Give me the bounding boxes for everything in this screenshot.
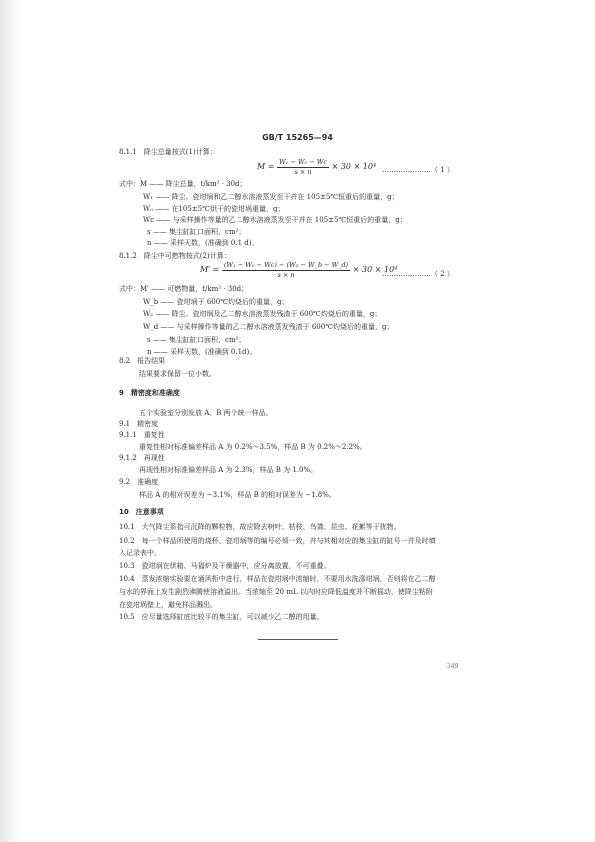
section-8-2-title: 8.2 报告结果 (119, 357, 166, 365)
where2-line-4: s —— 集尘缸缸口面积，cm²； (147, 336, 246, 344)
section-8-1-1-title: 8.1.1 降尘总量按式(1)计算： (119, 148, 217, 156)
formula-1 (257, 159, 376, 175)
equation-number-1: …………………（ 1 ） (382, 166, 454, 174)
standard-header: GB/T 15265—94 (262, 133, 333, 142)
section-10-line-6: 在瓷坩埚壁上，避免样品溅出。 (119, 601, 217, 609)
where2-line-1: W_b —— 瓷坩埚于 600℃灼烧后的重量，g； (143, 298, 289, 306)
section-10-line-1: 10.2 每一个样品所使用的烧杯、瓷坩埚等的编号必须一致，并与其相对应的集尘缸的缸号一并及时填 (119, 537, 436, 545)
section-10-line-2: 入记录表中。 (119, 549, 161, 557)
section-9-1-2-text: 再现性相对标准偏差样品 A 为 2.3%，样品 B 为 1.0%。 (139, 466, 318, 474)
where1-line-5: n —— 采样天数，(准确到 0.1 d)。 (147, 239, 259, 247)
formula-2-fraction (222, 262, 350, 278)
section-9-intro: 五个实验室分别发放 A、B 两个统一样品。 (139, 409, 273, 417)
where1-line-0: 式中：M —— 降尘总量，t/km² · 30d； (119, 180, 247, 188)
where2-line-3: W_d —— 与采样操作等量的乙二醇水溶液蒸发残渣于 600℃灼烧后的重量，g； (143, 323, 394, 331)
where2-line-5: n —— 采样天数，(准确到 0.1d)。 (147, 348, 257, 356)
formula-2-lhs: M′ = (200, 265, 220, 274)
section-9-title: 9 精密度和准确度 (119, 389, 180, 397)
section-9-1-1-text: 重复性相对标准偏差样品 A 为 0.2%～3.5%，样品 B 为 0.2%～2.2%。 (139, 443, 367, 451)
formula-2-numerator: (W₁ − W₀ − Wc) − (W₂ − W_b − W_d) (223, 261, 349, 269)
where1-line-3: Wc —— 与采样操作等量的乙二醇水溶液蒸发至干并在 105±5℃恒重后的重量，g； (143, 216, 407, 224)
formula-1-fraction (277, 159, 329, 175)
section-10-line-5: 与水的界面上发生剧烈沸腾使溶液溢出。当浓缩至 20 mL 以内时应降低温度并不断摇动，使降尘粘附 (119, 588, 433, 596)
formula-2-multiplier: × 30 × 10⁴ (352, 265, 398, 274)
where1-line-4: s —— 集尘缸缸口面积，cm²； (147, 228, 246, 236)
formula-1-multiplier: × 30 × 10⁴ (331, 162, 377, 171)
where2-line-0: 式中：M′ —— 可燃物量，t/km² · 30d； (119, 285, 249, 293)
section-9-1-1-title: 9.1.1 重复性 (119, 431, 165, 439)
section-9-1-2-title: 9.1.2 再现性 (119, 454, 165, 462)
scan-edge-shadow (0, 0, 22, 842)
where1-line-1: W₁ —— 降尘、瓷坩埚和乙二醇水溶液蒸发至干并在 105±5℃恒重后的重量，g； (143, 193, 399, 201)
section-10-title: 10 注意事项 (119, 508, 164, 516)
end-rule (258, 639, 338, 640)
section-9-2-title: 9.2 准确度 (119, 478, 159, 486)
section-10-line-0: 10.1 大气降尘系指可沉降的颗粒物，故应除去树叶、枯枝、鸟粪、昆虫、花絮等干扰物。 (119, 523, 401, 531)
section-9-2-text: 样品 A 的相对误差为 −3.1%，样品 B 的相对误差为 −1.8%。 (139, 491, 336, 499)
where2-line-2: W₂ —— 降尘、瓷坩埚及乙二醇水溶液蒸发残渣于 600℃灼烧后的重量，g； (143, 310, 382, 318)
section-10-line-3: 10.3 瓷坩埚在烘箱、马福炉及干燥器中，应分离放置，不可重叠。 (119, 562, 331, 570)
equation-number-2: …………………（ 2 ） (382, 270, 454, 278)
page-number: 349 (447, 663, 459, 670)
formula-2 (200, 262, 397, 278)
section-9-1-title: 9.1 精密度 (119, 420, 159, 428)
section-10-line-7: 10.5 应尽量选择缸底比较平的集尘缸，可以减少乙二醇的用量。 (119, 613, 324, 621)
where1-line-2: W₀ —— 在105±5℃烘干的瓷坩埚重量，g； (143, 205, 285, 213)
section-8-2-text: 结果要求保留一位小数。 (139, 370, 216, 378)
section-10-line-4: 10.4 蒸发浓缩实验要在通风柜中进行，样品在瓷坩埚中浓缩时，不要用水洗涤坩埚，否则将在乙二醇 (119, 575, 436, 583)
formula-1-denominator: s × n (294, 167, 312, 176)
formula-1-lhs: M = (257, 162, 275, 171)
formula-2-denominator: s × n (277, 270, 295, 279)
formula-1-numerator: W₁ − W₀ − Wc (278, 158, 328, 166)
section-8-1-2-title: 8.1.2 降尘中可燃物按式(2)计算： (119, 252, 231, 260)
